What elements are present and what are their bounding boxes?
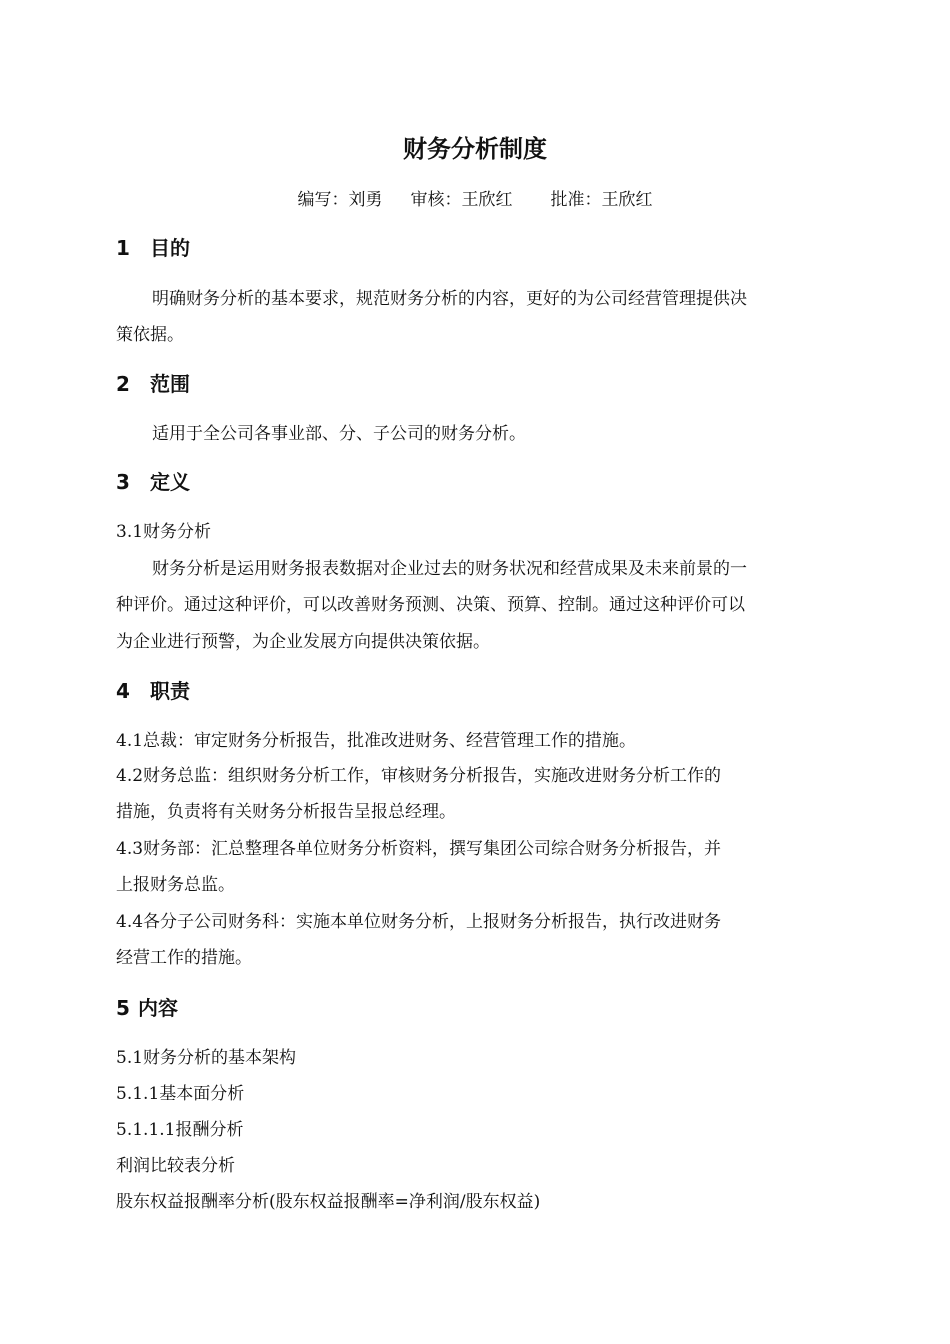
paragraph-line: 适用于全公司各事业部、分、子公司的财务分析。: [152, 424, 526, 444]
section-title: 范围: [150, 372, 190, 396]
section-number: 1: [116, 236, 130, 260]
section-heading-responsibilities: [116, 676, 190, 706]
list-item: 4.3财务部：汇总整理各单位财务分析资料，撰写集团公司综合财务分析报告，并: [116, 839, 722, 859]
subsection-heading: 5.1财务分析的基本架构: [116, 1048, 297, 1068]
section-number: 4: [116, 679, 130, 703]
list-item: 4.1总裁：审定财务分析报告，批准改进财务、经营管理工作的措施。: [116, 731, 637, 751]
list-item-continuation: 措施，负责将有关财务分析报告呈报总经理。: [116, 802, 456, 822]
paragraph-line: 财务分析是运用财务报表数据对企业过去的财务状况和经营成果及未来前景的一: [152, 559, 747, 579]
section-number: 5: [116, 996, 130, 1020]
section-number: 3: [116, 470, 130, 494]
list-item: 4.2财务总监：组织财务分析工作，审核财务分析报告，实施改进财务分析工作的: [116, 766, 722, 786]
document-title: 财务分析制度: [403, 135, 547, 163]
section-title: 内容: [138, 996, 178, 1020]
paragraph-line: 为企业进行预警，为企业发展方向提供决策依据。: [116, 632, 490, 652]
section-heading-definition: [116, 467, 190, 497]
byline-writer: 编写：刘勇: [297, 190, 383, 210]
list-item-continuation: 上报财务总监。: [116, 875, 235, 895]
paragraph-line: 种评价。通过这种评价，可以改善财务预测、决策、预算、控制。通过这种评价可以: [116, 595, 745, 615]
section-number: 2: [116, 372, 130, 396]
section-title: 定义: [150, 470, 190, 494]
subsection-heading: 5.1.1.1报酬分析: [116, 1120, 244, 1140]
document-byline: [0, 187, 950, 213]
subsection-heading: 5.1.1基本面分析: [116, 1084, 245, 1104]
section-heading-purpose: [116, 233, 190, 263]
section-title: 职责: [150, 679, 190, 703]
subsection-heading: 3.1财务分析: [116, 522, 212, 542]
paragraph-line: 策依据。: [116, 325, 184, 345]
byline-approver: 批准：王欣红: [550, 190, 653, 210]
section-heading-scope: [116, 369, 190, 399]
section-heading-content: [116, 993, 178, 1023]
paragraph-line: 股东权益报酬率分析(股东权益报酬率=净利润/股东权益): [116, 1192, 541, 1212]
list-item: 4.4各分子公司财务科：实施本单位财务分析，上报财务分析报告，执行改进财务: [116, 912, 722, 932]
paragraph-line: 明确财务分析的基本要求，规范财务分析的内容，更好的为公司经营管理提供决: [152, 289, 747, 309]
section-title: 目的: [150, 236, 190, 260]
list-item-continuation: 经营工作的措施。: [116, 948, 252, 968]
paragraph-line: 利润比较表分析: [116, 1156, 235, 1176]
byline-reviewer: 审核：王欣红: [410, 190, 513, 210]
